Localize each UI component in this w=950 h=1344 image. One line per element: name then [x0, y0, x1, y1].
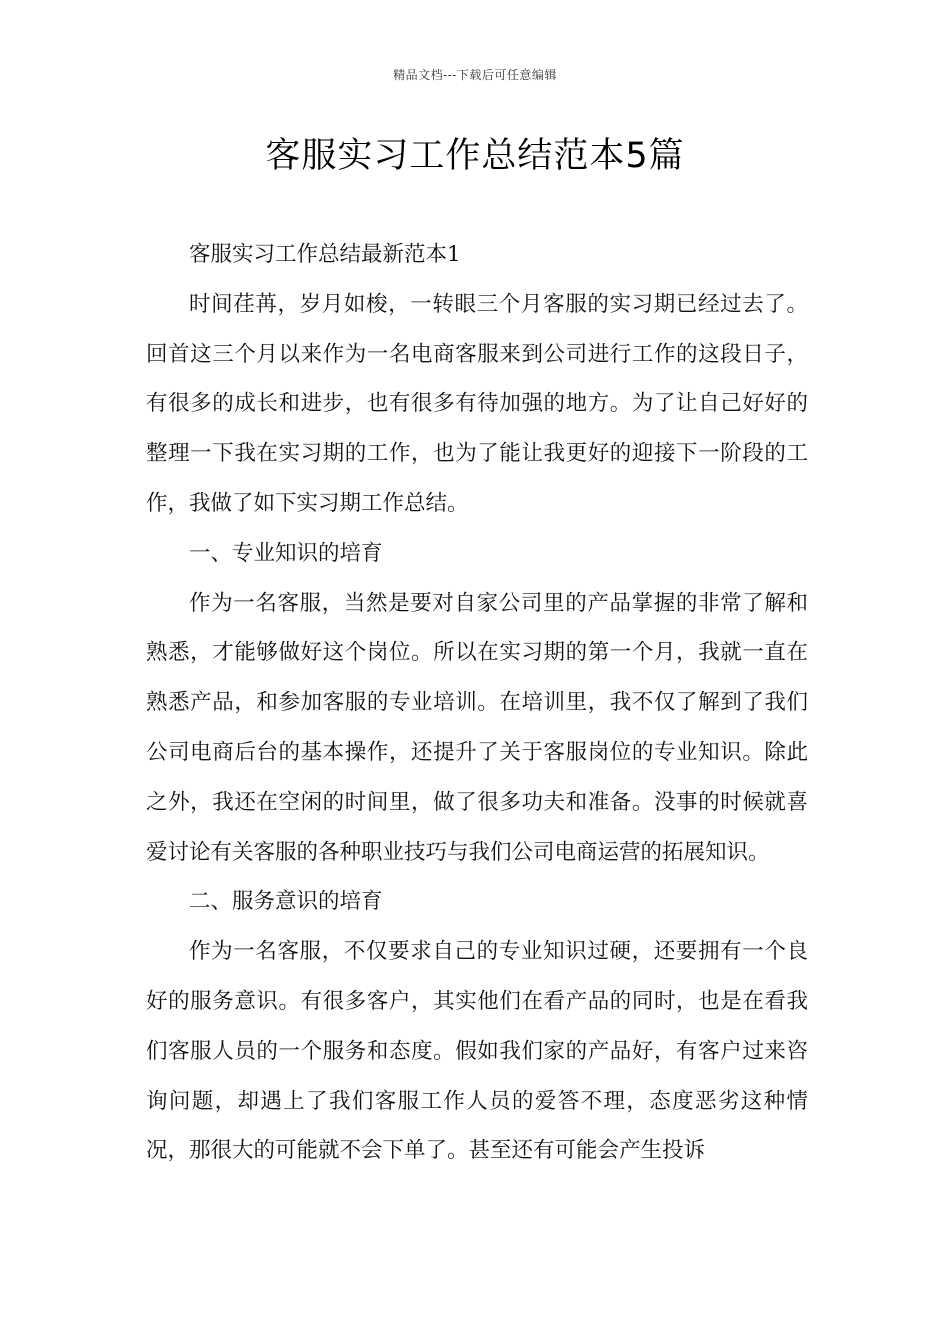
subheading-service-awareness: 二、服务意识的培育	[189, 889, 383, 915]
paragraph-service-awareness: 作为一名客服，不仅要求自己的专业知识过硬，还要拥有一个良好的服务意识。有很多客户，其实他们在看产品的同时，也是在看我们客服人员的一个服务和态度。假如我们家的产品好，有客户过来咨询问题，却遇上了我们客服工作人员的爱答不理，态度恶劣这种情况，那很大的可能就不会下单了。甚至还有可能会产生投诉	[146, 939, 808, 1164]
subheading-professional-knowledge: 一、专业知识的培育	[189, 540, 383, 566]
paragraph-intro: 时间荏苒，岁月如梭，一转眼三个月客服的实习期已经过去了。回首这三个月以来作为一名电商客服来到公司进行工作的这段日子，有很多的成长和进步，也有很多有待加强的地方。为了让自己好好的整理一下我在实习期的工作，也为了能让我更好的迎接下一阶段的工作，我做了如下实习期工作总结。	[146, 291, 808, 516]
paragraph-professional-knowledge: 作为一名客服，当然是要对自家公司里的产品掌握的非常了解和熟悉，才能够做好这个岗位。所以在实习期的第一个月，我就一直在熟悉产品，和参加客服的专业培训。在培训里，我不仅了解到了我们公司电商后台的基本操作，还提升了关于客服岗位的专业知识。除此之外，我还在空闲的时间里，做了很多功夫和准备。没事的时候就喜爱讨论有关客服的各种职业技巧与我们公司电商运营的拓展知识。	[146, 590, 808, 865]
document-body	[146, 230, 808, 1176]
header-note: 精品文档---下载后可任意编辑	[393, 68, 557, 82]
document-title: 客服实习工作总结范本5篇	[265, 136, 685, 176]
section-heading-1: 客服实习工作总结最新范本1	[189, 242, 461, 267]
